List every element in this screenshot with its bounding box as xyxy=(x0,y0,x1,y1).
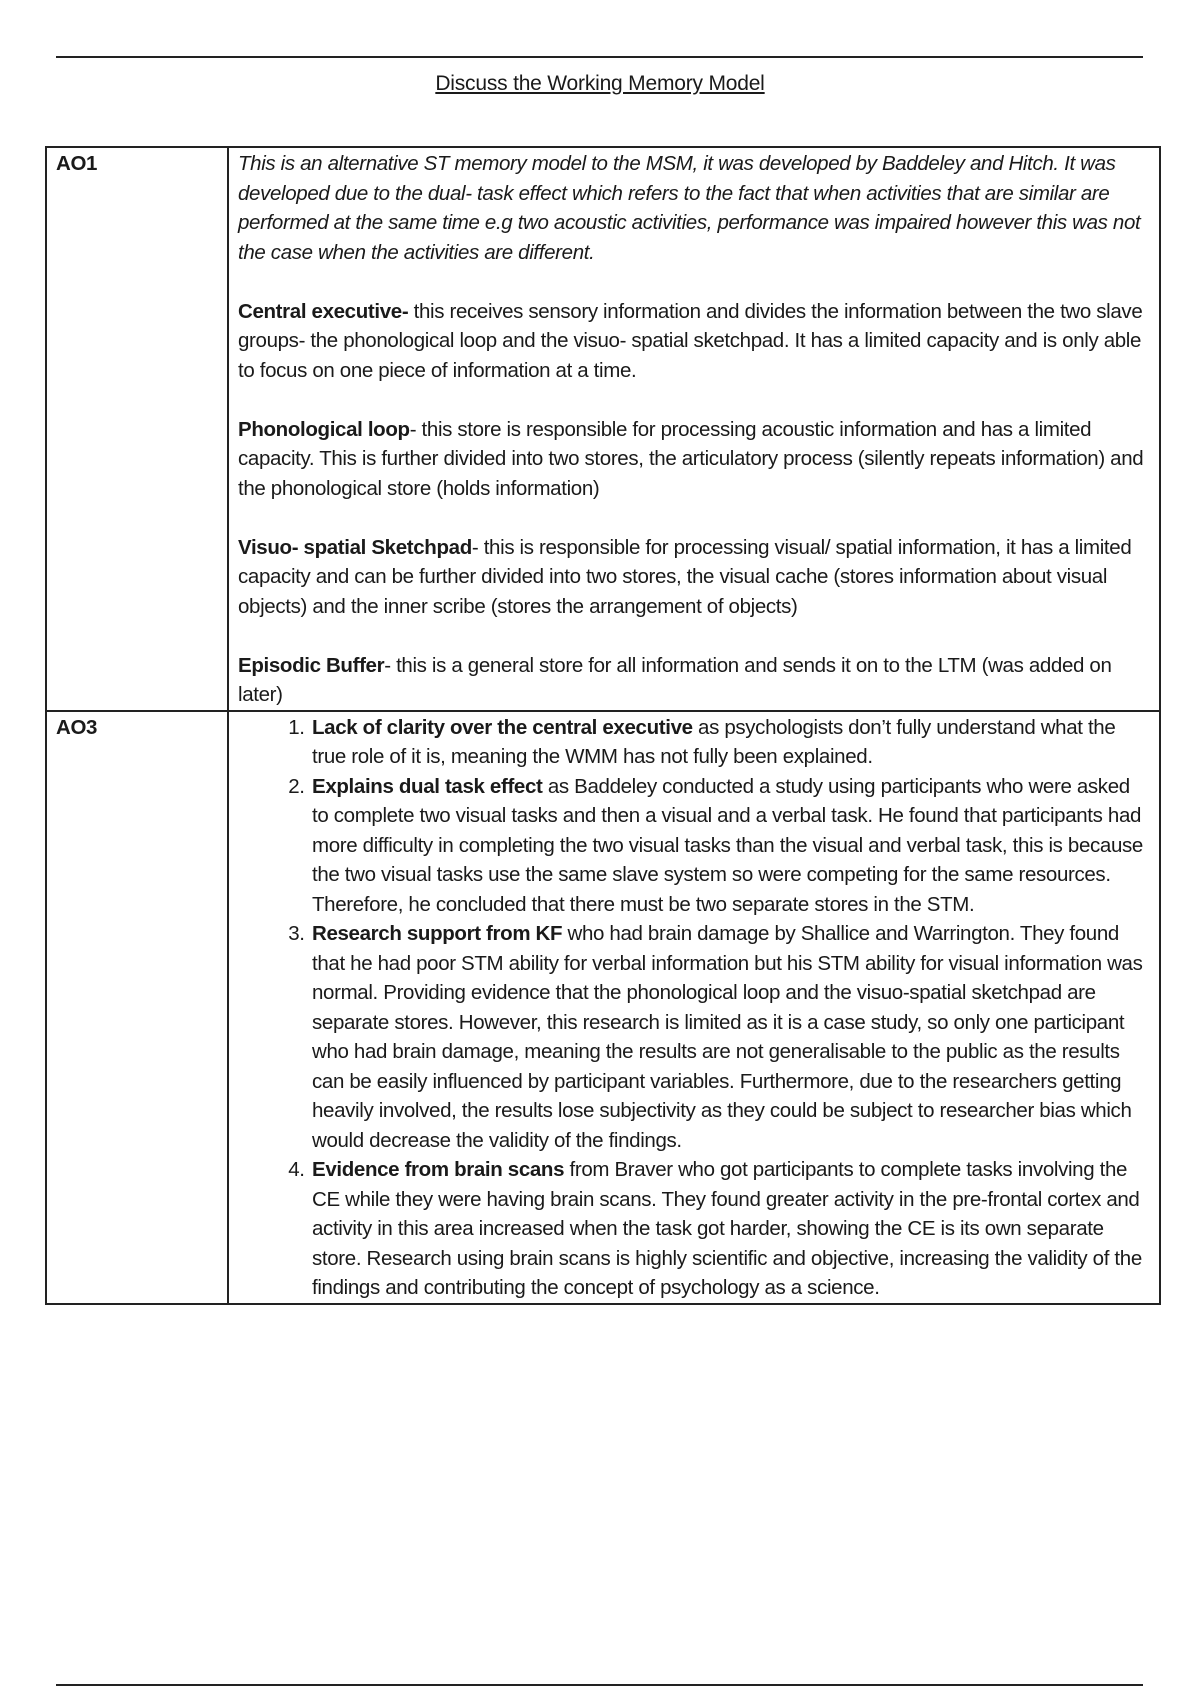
component-text: - this store is responsible for processing acoustic information and has a limited capacity. This is further divided into two stores, the articulatory process (silently repeats information) and the phonological store (holds information) xyxy=(238,417,1144,500)
evaluation-list xyxy=(238,713,1149,1303)
component-term: Phonological loop xyxy=(238,417,410,441)
component-term: Visuo- spatial Sketchpad xyxy=(238,535,472,559)
ao1-content xyxy=(228,147,1160,711)
top-rule xyxy=(56,56,1143,58)
ao1-label: AO1 xyxy=(46,147,228,711)
component-episodic-buffer xyxy=(238,651,1149,710)
evaluation-point xyxy=(310,919,1149,1155)
evaluation-term: Research support from KF xyxy=(312,922,563,945)
ao1-row xyxy=(46,147,1160,711)
component-central-executive xyxy=(238,297,1149,386)
component-text: - this is a general store for all information and sends it on to the LTM (was added on later) xyxy=(238,653,1112,706)
component-text: this receives sensory information and divides the information between the two slave groups- the phonological loop and the visuo- spatial sketchpad. It has a limited capacity and is only able to focus on one piece of information at a time. xyxy=(238,299,1143,382)
ao1-intro: This is an alternative ST memory model to the MSM, it was developed by Baddeley and Hitch. It was developed due to the dual- task effect which refers to the fact that when activities that are similar are performed at the same time e.g two acoustic activities, performance was impaired however this was not the case when the activities are different. xyxy=(238,152,1141,264)
evaluation-point xyxy=(310,1155,1149,1303)
evaluation-text: from Braver who got participants to complete tasks involving the CE while they were having brain scans. They found greater activity in the pre-frontal cortex and activity in this area increased when the task got harder, showing the CE is its own separate store. Research using brain scans is highly scientific and objective, increasing the validity of the findings and contributing the concept of psychology as a science. xyxy=(312,1158,1142,1299)
evaluation-text: as psychologists don’t fully understand what the true role of it is, meaning the WMM has not fully been explained. xyxy=(312,715,1116,768)
evaluation-text: as Baddeley conducted a study using participants who were asked to complete two visual tasks and then a visual and a verbal task. He found that participants had more difficulty in completing the two visual tasks than the visual and verbal task, this is because the two visual tasks use the same slave system so were competing for the same resources. Therefore, he concluded that there must be two separate stores in the STM. xyxy=(312,774,1143,916)
evaluation-term: Evidence from brain scans xyxy=(312,1158,565,1181)
evaluation-term: Lack of clarity over the central executive xyxy=(312,715,693,739)
component-phonological-loop xyxy=(238,415,1149,504)
component-visuo-spatial-sketchpad xyxy=(238,533,1149,622)
component-term: Central executive- xyxy=(238,299,409,323)
assessment-table xyxy=(45,146,1161,1305)
bottom-rule xyxy=(56,1684,1143,1686)
component-term: Episodic Buffer xyxy=(238,653,385,677)
ao3-label: AO3 xyxy=(46,711,228,1304)
component-text: - this is responsible for processing visual/ spatial information, it has a limited capacity and can be further divided into two stores, the visual cache (stores information about visual objects) and the inner scribe (stores the arrangement of objects) xyxy=(238,535,1132,618)
ao3-content xyxy=(228,711,1160,1304)
evaluation-point xyxy=(310,772,1149,920)
evaluation-point xyxy=(310,713,1149,772)
ao3-row xyxy=(46,711,1160,1304)
document-title: Discuss the Working Memory Model xyxy=(435,72,765,95)
evaluation-term: Explains dual task effect xyxy=(312,774,543,798)
evaluation-text: who had brain damage by Shallice and Warrington. They found that he had poor STM ability for verbal information but his STM ability for visual information was normal. Providing evidence that the phonological loop and the visuo-spatial sketchpad are separate stores. However, this research is limited as it is a case study, so only one participant who had brain damage, meaning the results are not generalisable to the public as the results can be easily influenced by participant variables. Furthermore, due to the researchers getting heavily involved, the results lose subjectivity as they could be subject to researcher bias which would decrease the validity of the findings. xyxy=(312,922,1143,1152)
